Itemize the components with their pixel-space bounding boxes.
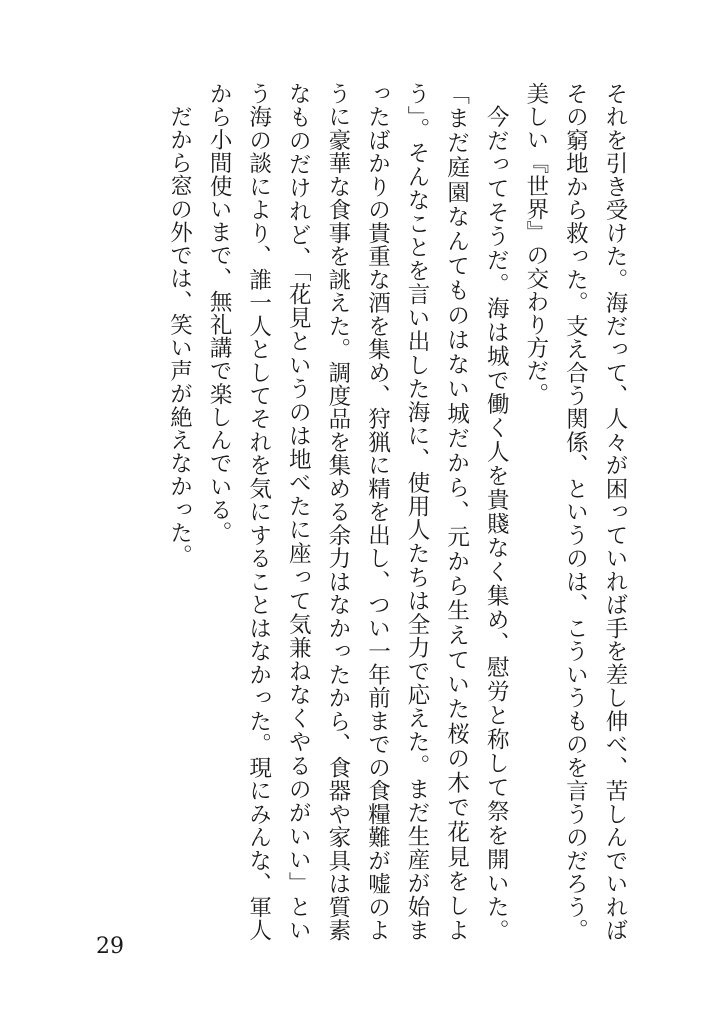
paragraph-3: だから窓の外では、笑い声が絶えなかった。: [166, 104, 193, 567]
page-number: 29: [96, 934, 124, 959]
vertical-text-block: [114, 82, 634, 942]
paragraph-2: 今だってそうだ。海は城で働く人を貴賤なく集め、慰労と称して祭を開いた。「まだ庭園なんてものはない城だから、元から生えていた桜の木で花見をしよう」。そんなことを言い出した海に、使用人たちは全力で応えた。まだ生産が始まったばかりの貴重な酒を集め、狩猟に精を出し、つい一年前までの食糧難が嘘のように豪華な食事を誂えた。調度品を集める余力はなかったから、食器や家具は質素なものだけれど、「花見というのは地べたに座って気兼ねなくやるのがいい」という海の談により、誰一人としてそれを気にすることはなかった。現にみんな、軍人から小間使いまで、無礼講で楽しんでいる。: [206, 82, 510, 942]
paragraph-1: それを引き受けた。海だって、人々が困っていれば手を差し伸べ、苦しんでいればその窮地から救った。支え合う関係、というのは、こういうものを言うのだろう。美しい『世界』の交わり方だ。: [522, 82, 628, 942]
